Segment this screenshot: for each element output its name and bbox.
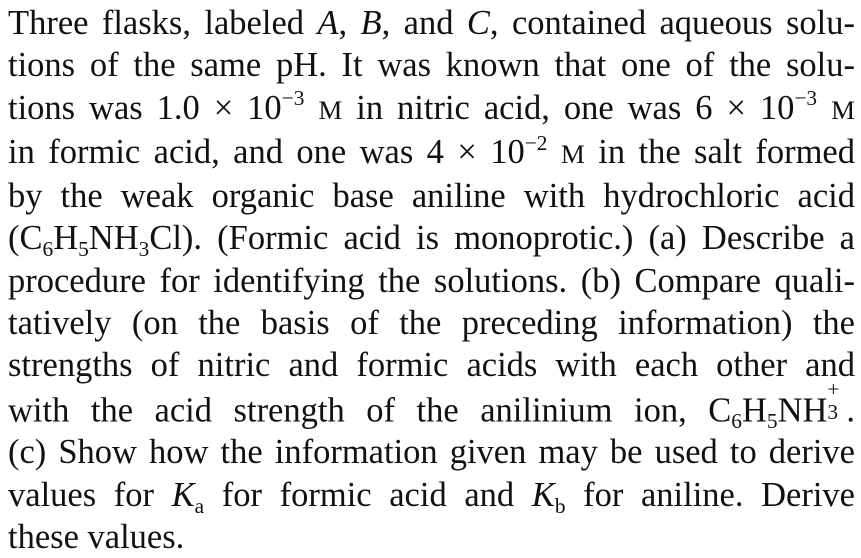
text-line-11: (c) Show how the information given may be used to derive [8, 433, 855, 472]
text-run: Cl). (Formic acid is monoprotic.) (a) Describe a [149, 219, 855, 258]
subscript: a [194, 493, 205, 518]
charge-stack [827, 377, 846, 425]
molar-unit: M [560, 138, 585, 169]
constant-k: K [171, 475, 195, 514]
text-line-5: by the weak organic base aniline with hydrochloric acid [8, 177, 855, 216]
text-line-9: strengths of nitric and formic acids with each other and [8, 346, 855, 385]
text-run: , contained aqueous solu- [489, 4, 855, 42]
text-run: in the salt formed [584, 132, 855, 171]
text-run: Three flasks, labeled [8, 4, 318, 42]
text-line-10 [8, 377, 855, 434]
text-run: values for [8, 475, 172, 514]
flask-label-a: A [317, 4, 339, 42]
text-run: NH [777, 391, 828, 430]
text-line-8: tatively (on the basis of the preceding information) the [8, 304, 855, 343]
subscript: 5 [766, 409, 778, 434]
flask-label-c: C [466, 4, 490, 42]
flask-label-b: B [360, 4, 382, 42]
text-run: H [53, 219, 79, 258]
text-run: , and [381, 4, 467, 42]
text-line-12 [8, 474, 855, 516]
text-run: , [338, 4, 361, 42]
subscript: 6 [731, 409, 742, 434]
problem-text [8, 2, 855, 558]
subscript: 5 [78, 237, 89, 262]
text-line-13: these values. [8, 518, 185, 557]
text-line-7: procedure for identifying the solutions. (b) Compare quali- [8, 261, 855, 300]
exponent: −3 [281, 86, 305, 111]
subscript: b [554, 493, 566, 518]
molar-unit: M [831, 94, 856, 125]
text-run: (C [8, 219, 43, 258]
text-run: NH [88, 219, 139, 258]
text-run: for aniline. Derive [565, 475, 855, 514]
text-run: in nitric acid, one was 6 × 10 [342, 88, 795, 127]
molar-unit: M [318, 94, 343, 125]
text-run: H [741, 391, 767, 430]
text-line-6 [8, 217, 855, 262]
text-run: in formic acid, and one was 4 × 10 [8, 132, 525, 171]
text-line-3 [8, 87, 855, 131]
text-line-2: tions of the same pH. It was known that one of the solu- [8, 46, 855, 85]
text-line-4 [8, 131, 855, 175]
text-run: with the acid strength of the anilinium ion, C [8, 391, 732, 430]
subscript: 3 [138, 237, 150, 262]
subscript: 3 [827, 400, 839, 425]
text-run: tions was 1.0 × 10 [8, 88, 282, 127]
exponent: −3 [794, 86, 818, 111]
charge-superscript: + [827, 377, 840, 402]
subscript: 6 [42, 237, 54, 262]
exponent: −2 [524, 130, 548, 155]
text-line-1 [8, 2, 855, 44]
text-run: for formic acid and [204, 475, 532, 514]
constant-k: K [531, 475, 555, 514]
text-run: . [846, 391, 855, 430]
